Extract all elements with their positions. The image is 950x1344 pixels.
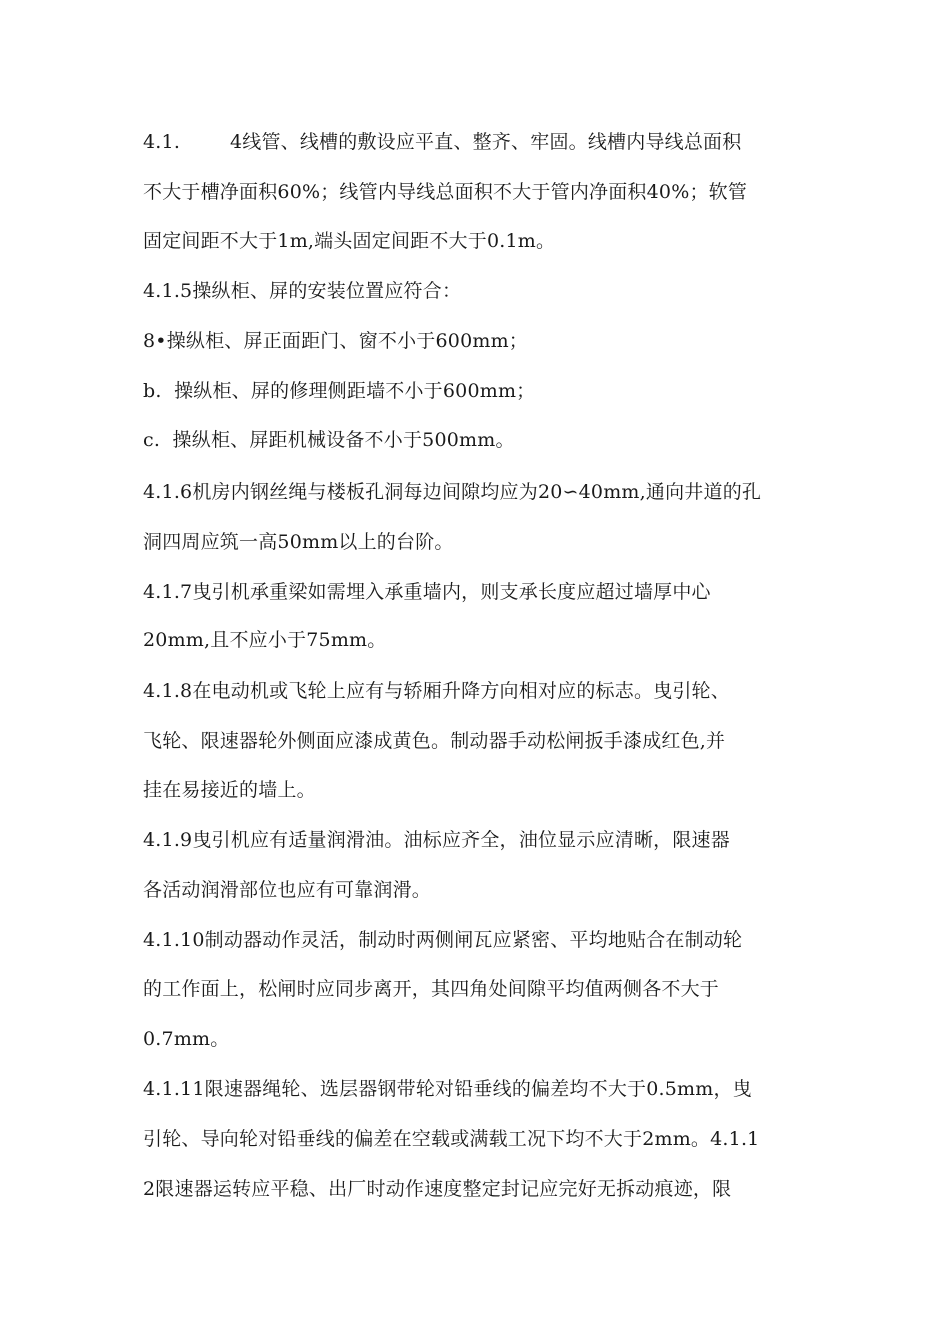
text-line: 洞四周应筑一高50mm以上的台阶。 (143, 531, 454, 553)
text-line: 8•操纵柜、屏正面距门、窗不小于600mm； (143, 330, 528, 352)
text-line: 4.1.7曳引机承重梁如需埋入承重墙内，则支承长度应超过墙厚中心 (143, 581, 711, 603)
text-line: 挂在易接近的墙上。 (143, 779, 316, 801)
text-line: 4.1.5操纵柜、屏的安装位置应符合： (143, 280, 462, 302)
text-line: 4.1.9曳引机应有适量润滑油。油标应齐全，油位显示应清晰，限速器 (143, 829, 730, 851)
text-line: c. 操纵柜、屏距机械设备不小于500mm。 (143, 429, 515, 451)
text-line: 的工作面上，松闸时应同步离开，其四角处间隙平均值两侧各不大于 (143, 978, 720, 1000)
text-line: 20mm,且不应小于75mm。 (143, 629, 387, 651)
text-line: 引轮、导向轮对铅垂线的偏差在空载或满载工况下均不大于2mm。4.1.1 (143, 1128, 760, 1150)
text-line: 2限速器运转应平稳、出厂时动作速度整定封记应完好无拆动痕迹，限 (143, 1178, 732, 1200)
text-line: 4.1.8在电动机或飞轮上应有与轿厢升降方向相对应的标志。曳引轮、 (143, 680, 730, 702)
text-line: 4.1. 4线管、线槽的敷设应平直、整齐、牢固。线槽内导线总面积 (143, 131, 742, 153)
text-line: 各活动润滑部位也应有可靠润滑。 (143, 879, 432, 901)
text-line: 飞轮、限速器轮外侧面应漆成黄色。制动器手动松闸扳手漆成红色,并 (143, 730, 726, 752)
text-line: 4.1.6机房内钢丝绳与楼板孔洞每边间隙均应为20∽40mm,通向井道的孔 (143, 481, 762, 503)
text-line: 不大于槽净面积60%；线管内导线总面积不大于管内净面积40%；软管 (143, 181, 748, 203)
text-line: 固定间距不大于1m,端头固定间距不大于0.1m。 (143, 230, 556, 252)
text-line: 0.7mm。 (143, 1028, 230, 1050)
text-line: b. 操纵柜、屏的修理侧距墙不小于600mm； (143, 380, 536, 402)
text-line: 4.1.10制动器动作灵活，制动时两侧闸瓦应紧密、平均地贴合在制动轮 (143, 929, 743, 951)
text-line: 4.1.11限速器绳轮、选层器钢带轮对铅垂线的偏差均不大于0.5mm，曳 (143, 1078, 752, 1100)
